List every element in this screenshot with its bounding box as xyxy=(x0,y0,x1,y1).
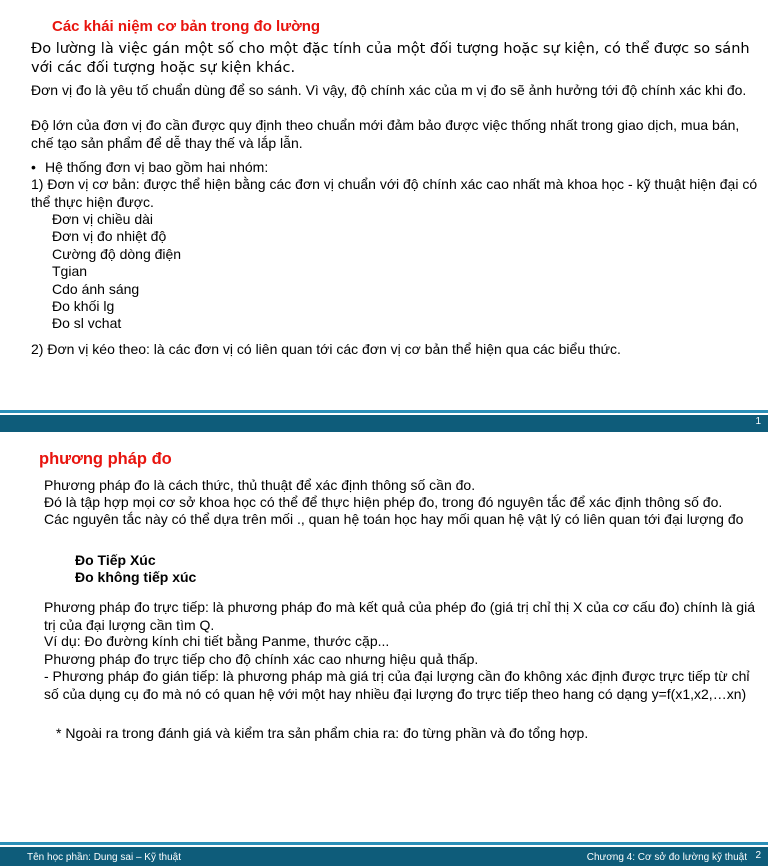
list-item: Đo khối lg xyxy=(52,298,115,314)
bullet-icon: • xyxy=(31,159,36,175)
list-item: Cdo ánh sáng xyxy=(52,281,140,297)
indirect-method-paragraph: - Phương pháp đo gián tiếp: là phương pháp mà giá trị của đại lượng cần đo không xác định được trực tiếp từ chỉ số của dụng cụ đo mà nó có quan hệ với một hay nhiều đại lượng đo trực tiếp theo hang có dạng y=f(x1,x2,…xn) xyxy=(44,668,750,702)
list-item: Đơn vị chiều dài xyxy=(52,211,154,227)
unit-definition-paragraph: Đơn vị đo là yêu tố chuẩn dùng để so sánh. Vì vậy, độ chính xác của m vị đo sẽ ảnh hưởng tới độ chính xác khi đo. xyxy=(31,82,747,98)
direct-method-paragraph: Phương pháp đo trực tiếp: là phương pháp đo mà kết quả của phép đo (giá trị chỉ thị X của cơ cấu đo) chính là giá trị của đại lượng cần tìm Q. xyxy=(44,599,755,633)
base-units-paragraph: 1) Đơn vị cơ bản: được thể hiện bằng các đơn vị chuẩn với độ chính xác cao nhất mà khoa học - kỹ thuật hiện đại có thể thực hiện được. xyxy=(31,176,758,210)
slide-2 xyxy=(0,432,768,866)
lead-paragraph: Đo lường là việc gán một số cho một đặc tính của một đối tượng hoặc sự kiện, có thể được so sánh với các đối tượng hoặc sự kiện khác. xyxy=(31,41,750,76)
divider-accent xyxy=(0,842,768,845)
slide-title: Các khái niệm cơ bản trong đo lường xyxy=(52,18,321,35)
unit-system-heading: Hệ thống đơn vị bao gồm hai nhóm: xyxy=(45,159,269,175)
intro-line: Các nguyên tắc này có thể dựa trên mối ., quan hệ toán học hay mối quan hệ vật lý có liên quan tới đại lượng đo xyxy=(44,511,744,527)
evaluation-note: * Ngoài ra trong đánh giá và kiểm tra sản phẩm chia ra: đo từng phần và đo tổng hợp. xyxy=(56,725,589,741)
list-item: Cường độ dòng điện xyxy=(52,246,182,262)
unit-size-paragraph: Độ lớn của đơn vị đo cần được quy định theo chuẩn mới đảm bảo được việc thống nhất trong giao dịch, mua bán, chế tạo sản phẩm để dễ thay thế và lắp lẫn. xyxy=(31,117,740,151)
slide-title: phương pháp đo xyxy=(39,450,172,468)
slide-footer-bar xyxy=(0,415,768,432)
slide-1 xyxy=(0,0,768,432)
divider-accent xyxy=(0,410,768,413)
example-line: Ví dụ: Đo đường kính chi tiết bằng Panme, thước cặp... xyxy=(44,633,390,649)
course-name: Tên học phần: Dung sai – Kỹ thuật xyxy=(27,852,181,863)
list-item: Đơn vị đo nhiệt độ xyxy=(52,228,167,244)
page-number: 1 xyxy=(755,416,761,427)
method-type: Đo Tiếp Xúc xyxy=(75,552,156,568)
list-item: Tgian xyxy=(52,263,88,279)
method-type: Đo không tiếp xúc xyxy=(75,569,197,585)
intro-line: Đó là tập hợp mọi cơ sở khoa học có thể để thực hiện phép đo, trong đó nguyên tắc để xác định thông số đo. xyxy=(44,494,723,510)
derived-units-paragraph: 2) Đơn vị kéo theo: là các đơn vị có liên quan tới các đơn vị cơ bản thể hiện qua các biểu thức. xyxy=(31,341,621,357)
intro-line: Phương pháp đo là cách thức, thủ thuật để xác định thông số cần đo. xyxy=(44,477,476,493)
chapter-name: Chương 4: Cơ sở đo lường kỹ thuật xyxy=(586,852,747,863)
direct-method-note: Phương pháp đo trực tiếp cho độ chính xác cao nhưng hiệu quả thấp. xyxy=(44,651,479,667)
page-number: 2 xyxy=(755,850,761,861)
list-item: Đo sl vchat xyxy=(52,315,122,331)
